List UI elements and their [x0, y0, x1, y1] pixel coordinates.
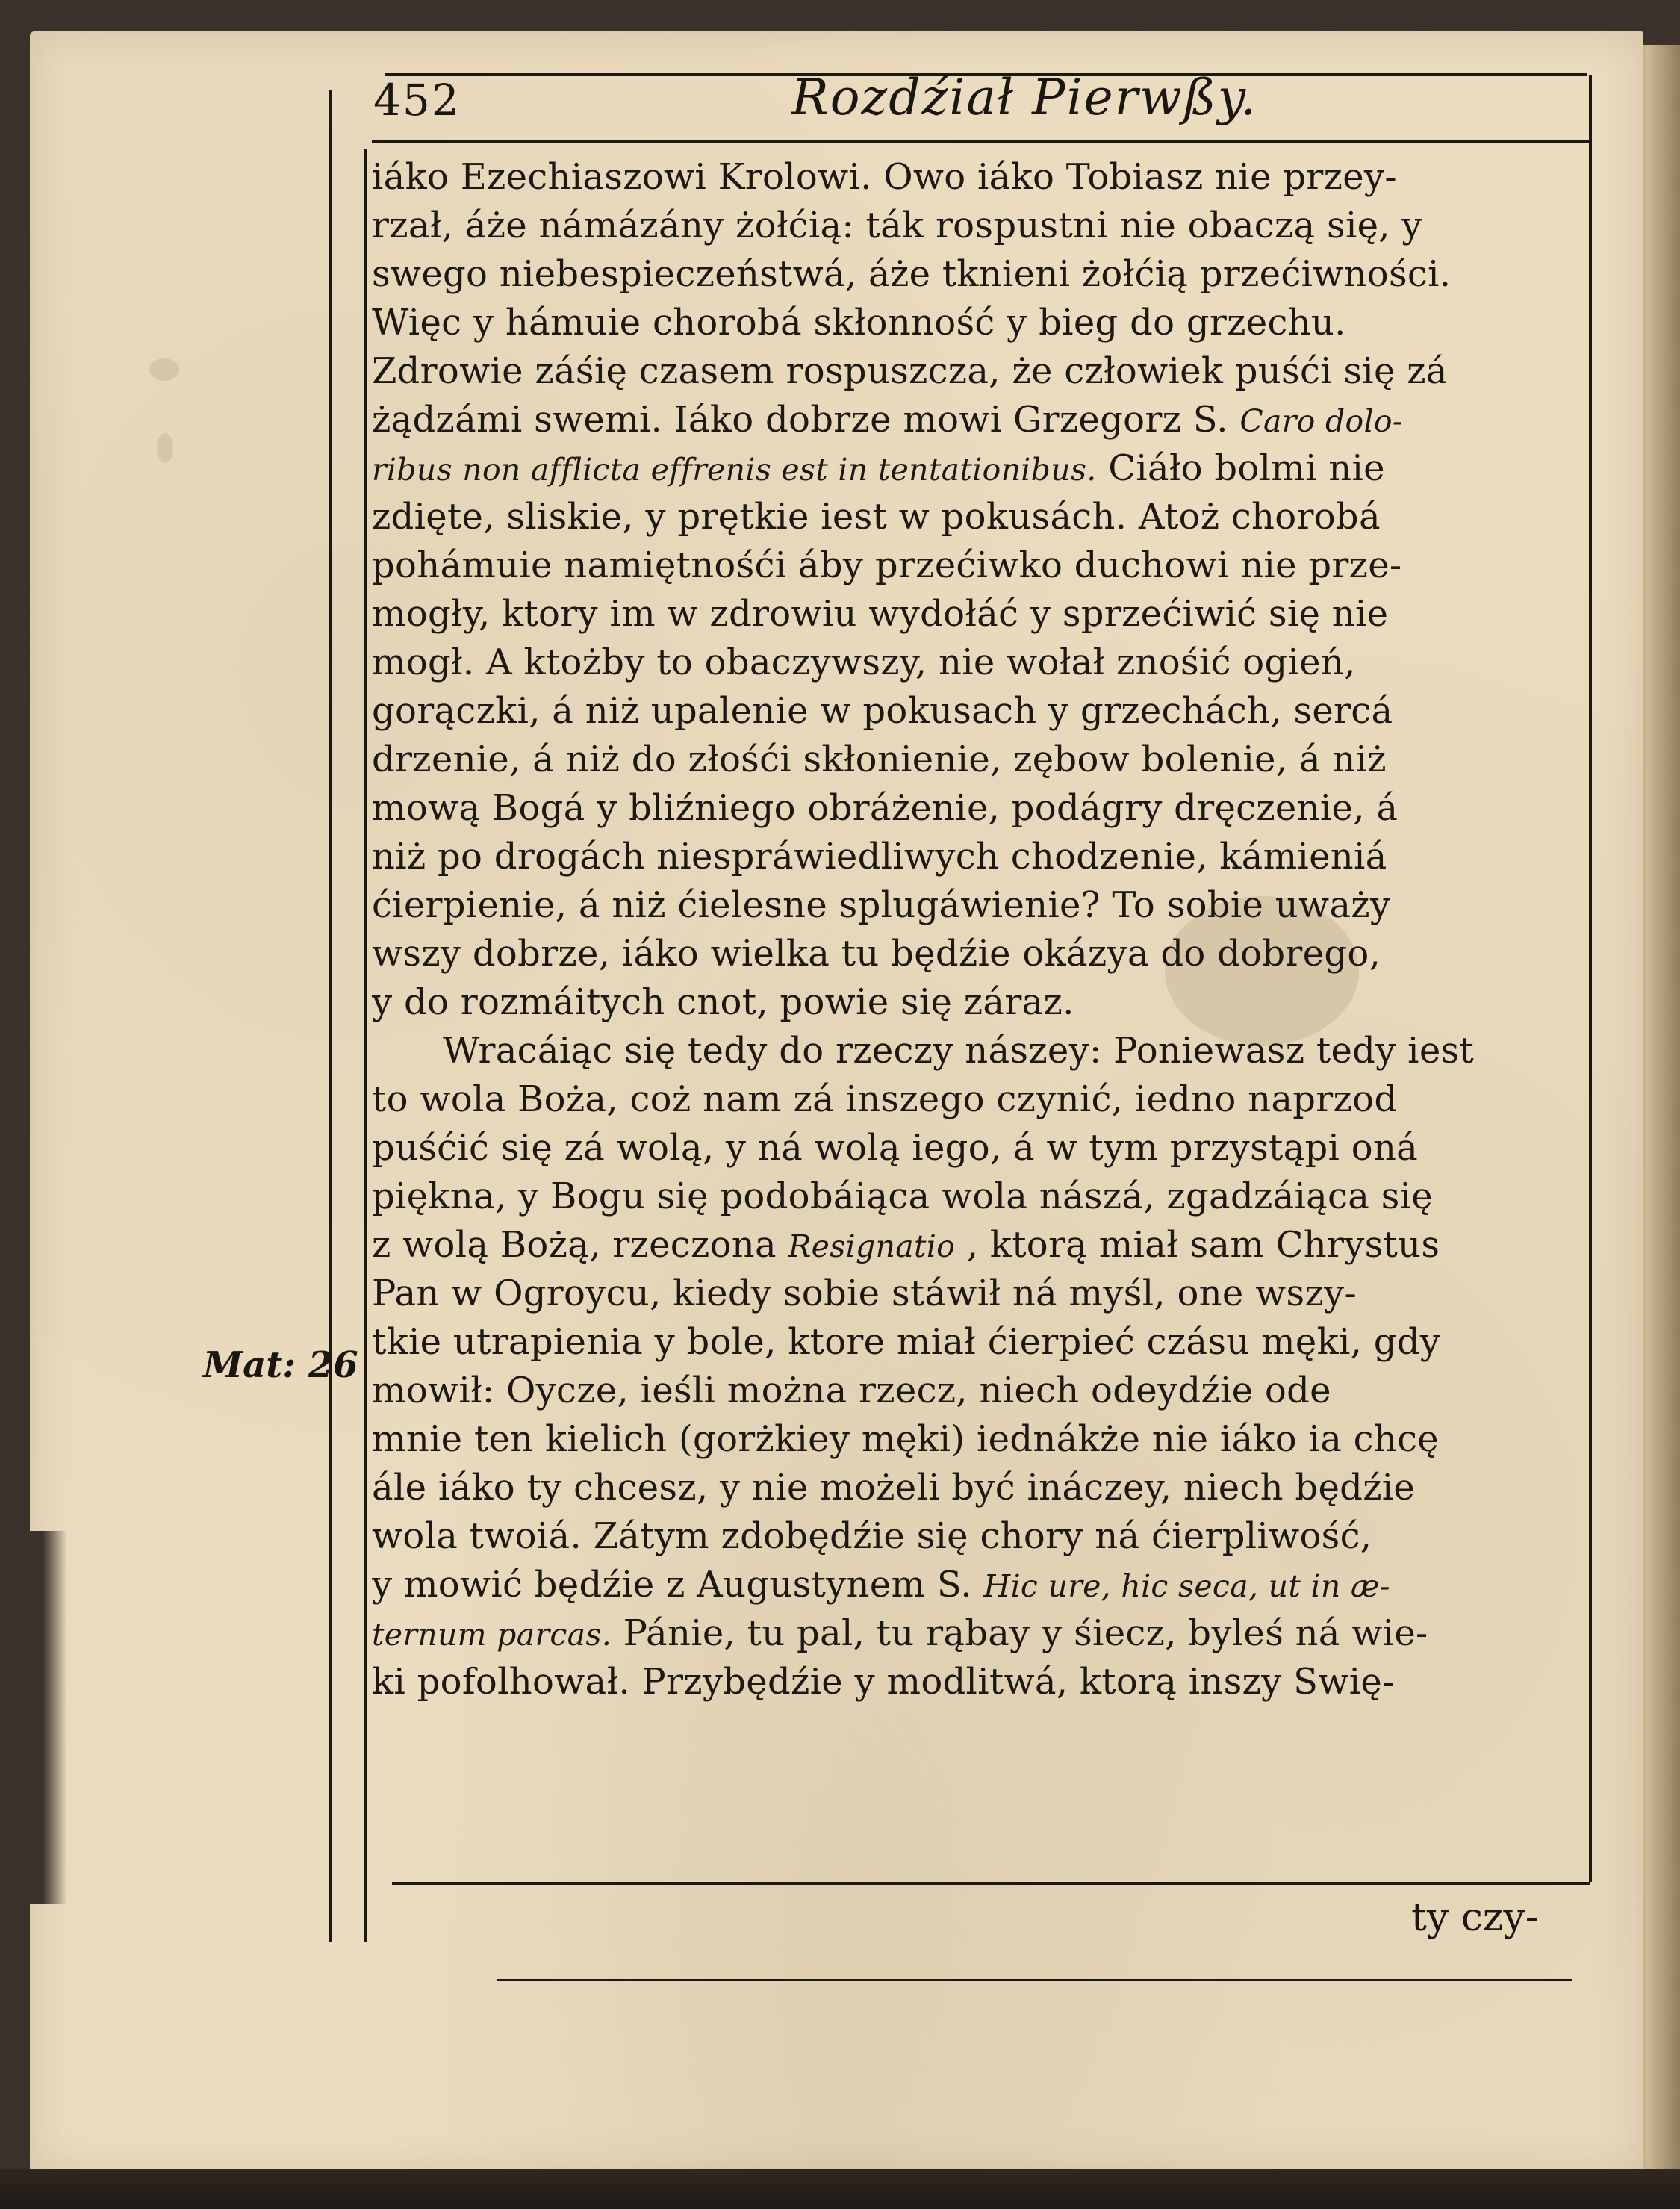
- line-text: Pánie, tu pal, tu rąbay y śiecz, byleś ná wie-: [623, 1612, 1428, 1654]
- text-line: [372, 541, 1593, 590]
- text-line: [372, 153, 1593, 202]
- ink-speck: [157, 433, 173, 463]
- line-text: żądzámi swemi. Iáko dobrze mowi Grzegorz S.: [372, 399, 1228, 441]
- text-line: [372, 1512, 1593, 1561]
- text-line: [372, 1027, 1593, 1075]
- line-text: y do rozmáitych cnot, powie się záraz.: [372, 981, 1074, 1023]
- latin-quote: Hic ure, hic seca, ut in æ-: [983, 1568, 1390, 1604]
- page-number: 452: [373, 75, 461, 125]
- latin-quote: ribus non afflicta effrenis est in tentationibus.: [372, 452, 1097, 488]
- text-line: [372, 833, 1593, 881]
- text-line: [372, 736, 1593, 784]
- text-line: [372, 881, 1593, 930]
- margin-note: Mat: 26: [203, 1344, 358, 1386]
- text-line: [372, 930, 1593, 978]
- body-text: [372, 153, 1593, 1901]
- text-line: [372, 299, 1593, 347]
- line-text: Pan w Ogroycu, kiedy sobie stáwił ná myśl, one wszy-: [372, 1273, 1357, 1314]
- latin-quote: Caro dolo-: [1239, 403, 1404, 439]
- line-text: Wracáiąc się tedy do rzeczy nászey: Poniewasz tedy iest: [443, 1030, 1475, 1072]
- inner-left-rule: [364, 149, 367, 1942]
- header-rule: [372, 140, 1590, 143]
- text-line: [372, 493, 1593, 541]
- text-line: [372, 1415, 1593, 1464]
- text-line: [372, 444, 1593, 493]
- line-text: gorączki, á niż upalenie w pokusach y grzechách, sercá: [372, 690, 1393, 732]
- line-text: mogł. A ktożby to obaczywszy, nie wołał znośić ogień,: [372, 641, 1356, 683]
- running-head: Rozdźiał Pierwßy.: [791, 69, 1258, 126]
- line-text: iáko Ezechiaszowi Krolowi. Owo iáko Tobiasz nie przey-: [372, 156, 1397, 198]
- next-sheet-edge: [0, 2169, 1680, 2209]
- line-text: mowił: Oycze, ieśli można rzecz, niech odeydźie ode: [372, 1370, 1331, 1411]
- text-line: [372, 1464, 1593, 1512]
- latin-quote: ternum parcas.: [372, 1617, 612, 1653]
- line-text: mogły, ktory im w zdrowiu wydołáć y sprzećiwić się nie: [372, 593, 1389, 635]
- catchword: ty czy-: [1411, 1895, 1539, 1940]
- text-line: [372, 1658, 1593, 1706]
- line-text: ále iáko ty chcesz, y nie możeli być ináczey, niech będźie: [372, 1467, 1416, 1509]
- line-text: Zdrowie záśię czasem rospuszcza, że człowiek puśći się zá: [372, 350, 1448, 392]
- latin-quote: Resignatio: [788, 1228, 956, 1264]
- text-line: [372, 978, 1593, 1027]
- line-text: drzenie, á niż do złośći skłonienie, zębow bolenie, á niż: [372, 739, 1387, 780]
- line-text: Więc y hámuie chorobá skłonność y bieg do grzechu.: [372, 302, 1346, 344]
- text-line: [372, 347, 1593, 396]
- line-text: pohámuie namiętnośći áby przećiwko duchowi nie prze-: [372, 544, 1402, 586]
- line-text: puśćić się zá wolą, y ná wolą iego, á w tym przystąpi oná: [372, 1127, 1419, 1169]
- line-text: ki pofolhował. Przybędźie y modlitwá, ktorą inszy Swię-: [372, 1661, 1395, 1703]
- line-text: y mowić będźie z Augustynem S.: [372, 1564, 972, 1606]
- line-text: mową Bogá y bliźniego obráżenie, podágry dręczenie, á: [372, 787, 1399, 829]
- text-line: [372, 590, 1593, 639]
- line-text: piękna, y Bogu się podobáiąca wola nászá, zgadzáiąca się: [372, 1175, 1434, 1217]
- line-text: niż po drogách niespráwiedliwych chodzenie, kámieniá: [372, 836, 1387, 877]
- text-line: [372, 396, 1593, 444]
- left-frame-rule: [329, 90, 332, 1942]
- text-line: [372, 1124, 1593, 1172]
- line-text: , ktorą miał sam Chrystus: [966, 1224, 1440, 1266]
- text-line: [372, 202, 1593, 250]
- text-line: [372, 1270, 1593, 1318]
- text-line: [372, 639, 1593, 687]
- lower-rule: [497, 1979, 1572, 1981]
- line-text: to wola Boża, coż nam zá inszego czynić, iedno naprzod: [372, 1078, 1398, 1120]
- text-line: [372, 1561, 1593, 1609]
- line-text: ćierpienie, á niż ćielesne splugáwienie? To sobie uważy: [372, 884, 1391, 926]
- line-text: mnie ten kielich (gorżkiey męki) iednákże nie iáko ia chcę: [372, 1418, 1439, 1460]
- line-text: zdięte, sliskie, y prętkie iest w pokusách. Atoż chorobá: [372, 496, 1381, 538]
- line-text: swego niebespieczeństwá, áże tknieni żołćią przećiwności.: [372, 253, 1452, 295]
- text-line: [372, 687, 1593, 736]
- text-line: [372, 1221, 1593, 1270]
- line-text: Ciáło bolmi nie: [1108, 447, 1385, 489]
- line-text: wola twoiá. Zátym zdobędźie się chory ná ćierpliwość,: [372, 1515, 1372, 1557]
- text-line: [372, 1318, 1593, 1367]
- text-line: [372, 250, 1593, 299]
- torn-margin: [22, 1531, 67, 1904]
- text-line: [372, 1609, 1593, 1658]
- line-text: tkie utrapienia y bole, ktore miał ćierpieć czásu męki, gdy: [372, 1321, 1441, 1363]
- text-line: [372, 1367, 1593, 1415]
- line-text: z wolą Bożą, rzeczona: [372, 1224, 777, 1266]
- page-header: [373, 66, 1598, 133]
- line-text: wszy dobrze, iáko wielka tu będźie okázya do dobrego,: [372, 933, 1381, 975]
- text-line: [372, 784, 1593, 833]
- line-text: rzał, áże námázány żołćią: ták rospustni nie obaczą się, y: [372, 205, 1422, 246]
- ink-speck: [149, 358, 179, 381]
- text-line: [372, 1075, 1593, 1124]
- text-line: [372, 1172, 1593, 1221]
